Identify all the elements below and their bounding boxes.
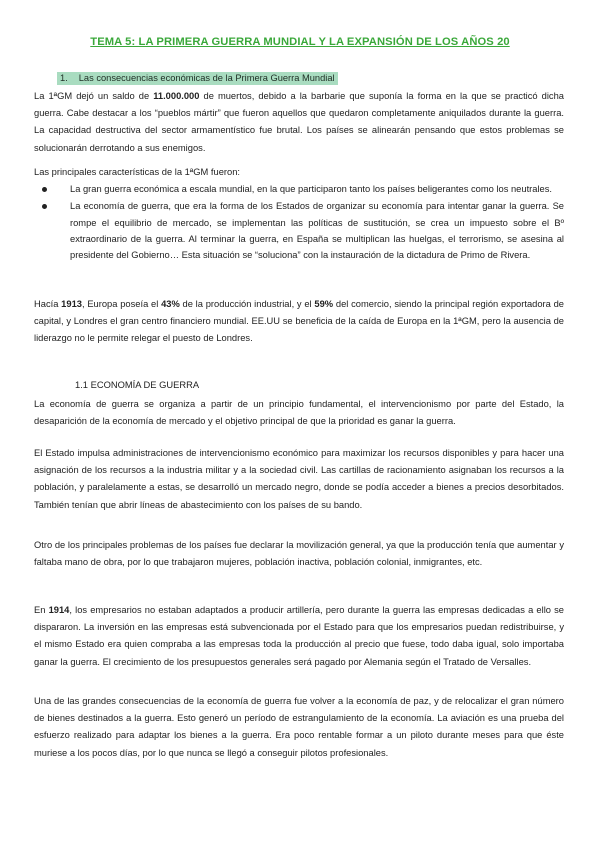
paragraph: El Estado impulsa administraciones de intervencionismo económico para maximizar los recursos disponibles y para hacer una asignación de los recursos a la industria militar y a la sociedad civil. Las cartillas de racionamiento asignaban los recursos a la población, y paralelamente a estas, se desarrolló un mercado negro, donde se podía acceder a bienes a precios desorbitados. También tenían que abrir líneas de abastecimiento con los países de su bando. — [34, 448, 564, 510]
bullet-icon — [42, 187, 47, 192]
paragraph: La economía de guerra se organiza a partir de un principio fundamental, el intervencionismo por parte del Estado, la desaparición de la economía de mercado y el objetivo principal de que la prioridad es ganar la guerra. — [34, 399, 564, 427]
characteristics-lead: Las principales características de la 1ªGM fueron: — [34, 167, 241, 177]
section-heading-text: Las consecuencias económicas de la Primera Guerra Mundial — [78, 73, 335, 83]
intro-text: de muertos, debido a la barbarie que suponía la forma en la que se practicó dicha guerra. Cabe destacar a los “pueblos mártir” que fueron aquellos que quedaron completamente aniquilados durante la guerra. La capacidad destructiva del sector armamentístico fue brutal. Los países se alinearán pensando que estos problemas se solucionarán derrotando a sus enemigos. — [34, 91, 564, 153]
paragraph-1913 — [34, 296, 564, 348]
document-title: TEMA 5: LA PRIMERA GUERRA MUNDIAL Y LA EXPANSIÓN DE LOS AÑOS 20 — [90, 36, 510, 48]
intro-paragraph — [34, 88, 564, 157]
subsection-heading: 1.1 ECONOMÍA DE GUERRA — [75, 380, 200, 390]
list-item — [38, 181, 564, 197]
section-number: 1. — [60, 73, 68, 83]
paragraph-1914 — [34, 602, 564, 671]
paragraph-text: En — [34, 605, 49, 615]
paragraph-text: de la producción industrial, y el — [179, 299, 315, 309]
bullet-icon — [42, 204, 47, 209]
list-item — [38, 198, 564, 263]
section-heading — [57, 72, 338, 85]
paragraph: Una de las grandes consecuencias de la economía de guerra fue volver a la economía de paz, y de relocalizar el gran número de bienes destinados a la guerra. Esto generó un período de estrangulamiento de la economía. La aviación es una prueba del esfuerzo realizado para adaptar los bienes a la guerra. Era poco rentable formar a un piloto durante meses para que éste muriese a los pocos días, por lo que nunca se llegó a conseguir pilotos profesionales. — [34, 696, 564, 758]
list-item-text: La economía de guerra, que era la forma de los Estados de organizar su economía para intentar ganar la guerra. Se rompe el equilibrio de mercado, se implementan las políticas de sustitución, se crea un impuesto sobre el Bº extraordinario de la guerra. Al terminar la guerra, en España se multiplican las huelgas, el terrorismo, se asesina al presidente del Gobierno… Esta situación se “soluciona” con la instauración de la dictadura de Primo de Rivera. — [70, 201, 564, 261]
paragraph-text: Hacía — [34, 299, 62, 309]
paragraph-highlight: 43% — [161, 299, 180, 309]
paragraph: Otro de los principales problemas de los países fue declarar la movilización general, ya que la producción tenía que aumentar y faltaba mano de obra, por lo que trabajaron mujeres, población inactiva, población colonial, inmigrantes, etc. — [34, 540, 564, 568]
paragraph-text: del comercio, siendo la principal región exportadora de capital, y Londres el gran centro financiero mundial. EE.UU se beneficia de la caída de Europa en la 1ªGM, pero la ausencia de liderazgo no le permite relegar el puesto de Londres. — [34, 299, 564, 344]
list-item-text: La gran guerra económica a escala mundial, en la que participaron tanto los países beligerantes como los neutrales. — [70, 184, 553, 194]
characteristics-list — [38, 181, 564, 263]
intro-text: La 1ªGM dejó un saldo de — [34, 91, 154, 101]
intro-highlight: 11.000.000 — [153, 91, 200, 101]
paragraph-highlight: 59% — [314, 299, 334, 309]
paragraph-highlight: 1913 — [61, 299, 82, 309]
paragraph-text: , los empresarios no estaban adaptados a producir artillería, pero durante la guerra las empresas dedicadas a ello se dispararon. La inversión en las empresas está subvencionada por el Estado para que los empresarios puedan redistribuirse, y el mismo Estado era quien compraba a las empresas toda la producción al precio que fuese, todo daba igual, solo importaba ganar la guerra. El crecimiento de los presupuestos generales será pagado por Alemania según el Tratado de Versalles. — [34, 605, 564, 667]
paragraph-text: , Europa poseía el — [81, 299, 162, 309]
paragraph-highlight: 1914 — [48, 605, 70, 615]
